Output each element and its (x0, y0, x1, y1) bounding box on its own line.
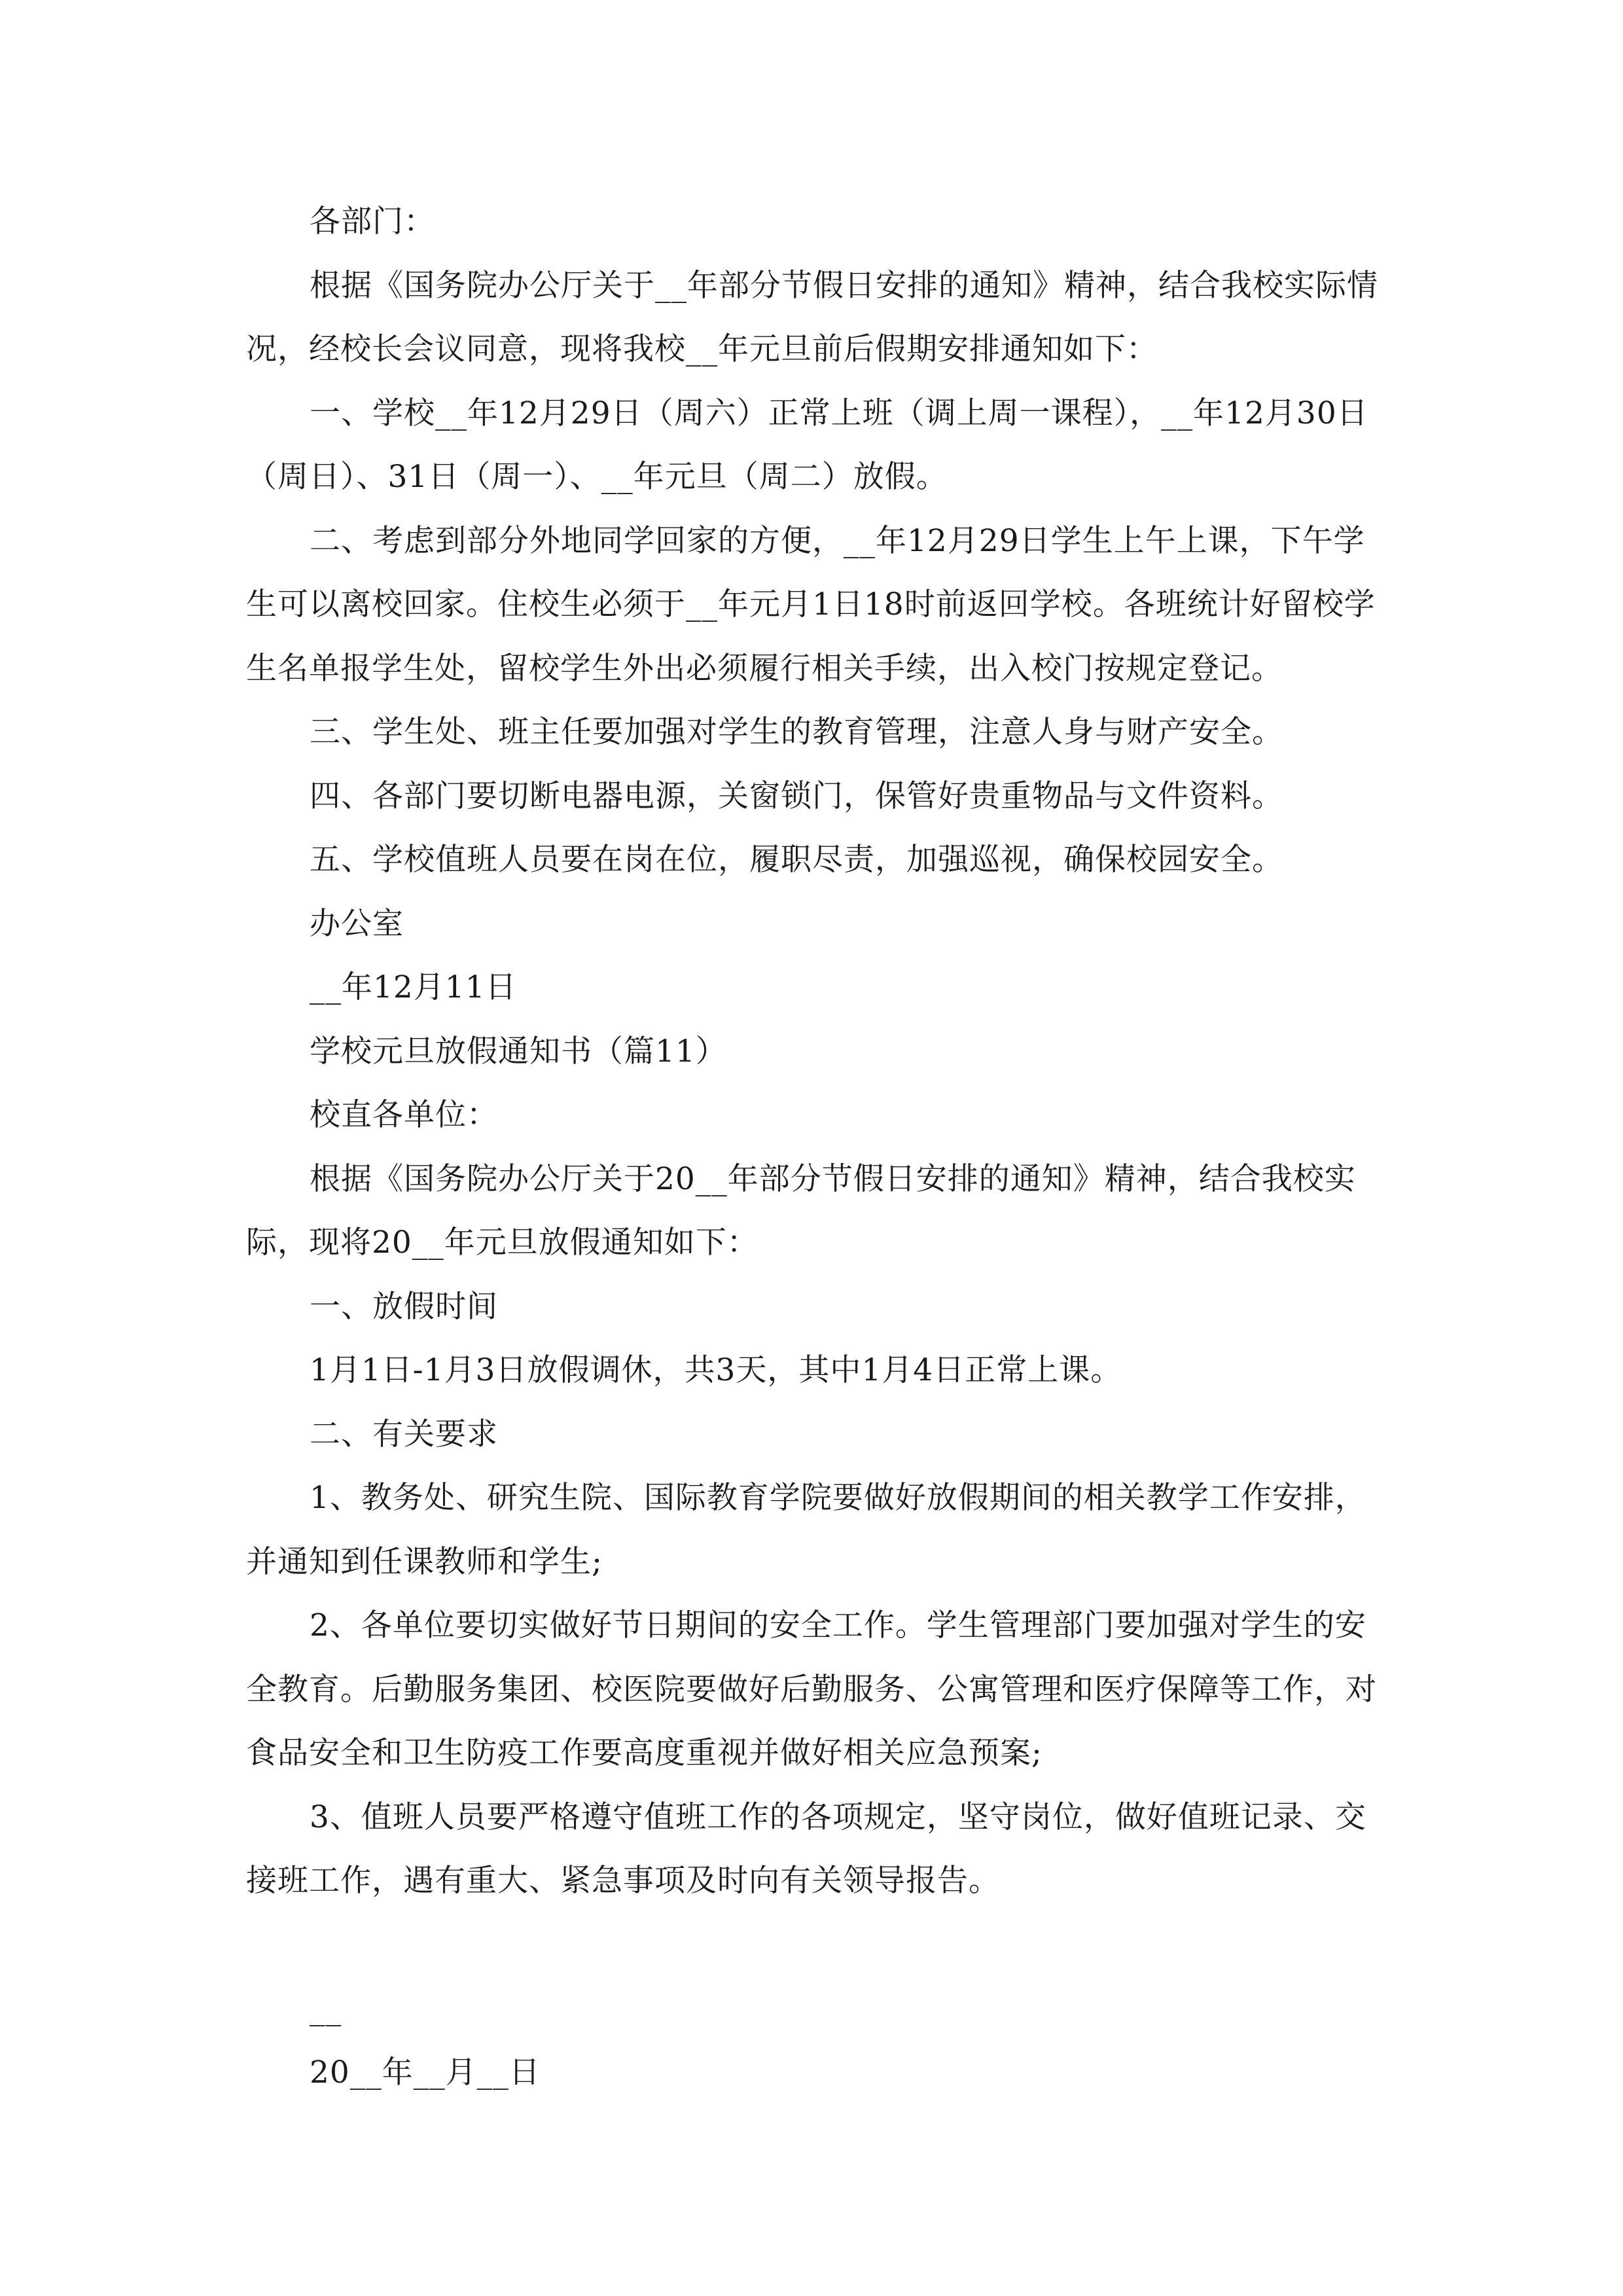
signature-office: 办公室 (310, 905, 404, 942)
intro-paragraph-2: 根据《国务院办公厅关于20__年部分节假日安排的通知》精神，结合我校实际，现将20__年元旦放假通知如下： (246, 1160, 1356, 1261)
item-five: 五、学校值班人员要在岗在位，履职尽责，加强巡视，确保校园安全。 (310, 842, 1283, 878)
heading-holiday-time: 一、放假时间 (310, 1288, 498, 1325)
holiday-time-detail: 1月1日-1月3日放假调休，共3天，其中1月4日正常上课。 (310, 1352, 1122, 1388)
blank-line (246, 1913, 1385, 1977)
signature-blank: __ (310, 1990, 342, 2027)
signature-date: __年12月11日 (310, 969, 517, 1005)
item-four: 四、各部门要切断电器电源，关窗锁门，保管好贵重物品与文件资料。 (310, 778, 1283, 814)
intro-paragraph: 根据《国务院办公厅关于__年部分节假日安排的通知》精神，结合我校实际情况，经校长会议同意，现将我校__年元旦前后假期安排通知如下： (246, 267, 1378, 367)
requirement-one: 1、教务处、研究生院、国际教育学院要做好放假期间的相关教学工作安排，并通知到任课教师和学生; (246, 1480, 1366, 1580)
requirement-three: 3、值班人员要严格遵守值班工作的各项规定，坚守岗位，做好值班记录、交接班工作，遇有重大、紧急事项及时向有关领导报告。 (246, 1799, 1366, 1899)
salutation: 各部门： (310, 204, 435, 240)
signature-date-2: 20__年__月__日 (310, 2054, 541, 2090)
item-three: 三、学生处、班主任要加强对学生的教育管理，注意人身与财产安全。 (310, 714, 1283, 750)
section-title: 学校元旦放假通知书（篇11） (310, 1033, 727, 1069)
salutation-2: 校直各单位： (310, 1097, 498, 1133)
requirement-two: 2、各单位要切实做好节日期间的安全工作。学生管理部门要加强对学生的安全教育。后勤服务集团、校医院要做好后勤服务、公寓管理和医疗保障等工作，对食品安全和卫生防疫工作要高度重视并做好相关应急预案; (246, 1607, 1377, 1771)
item-one: 一、学校__年12月29日（周六）正常上班（调上周一课程），__年12月30日（周日）、31日（周一）、__年元旦（周二）放假。 (246, 395, 1368, 495)
document-page (246, 190, 1385, 2105)
heading-requirements: 二、有关要求 (310, 1416, 498, 1452)
item-two: 二、考虑到部分外地同学回家的方便，__年12月29日学生上午上课，下午学生可以离校回家。住校生必须于__年元月1日18时前返回学校。各班统计好留校学生名单报学生处，留校学生外出必须履行相关手续，出入校门按规定登记。 (246, 522, 1376, 687)
